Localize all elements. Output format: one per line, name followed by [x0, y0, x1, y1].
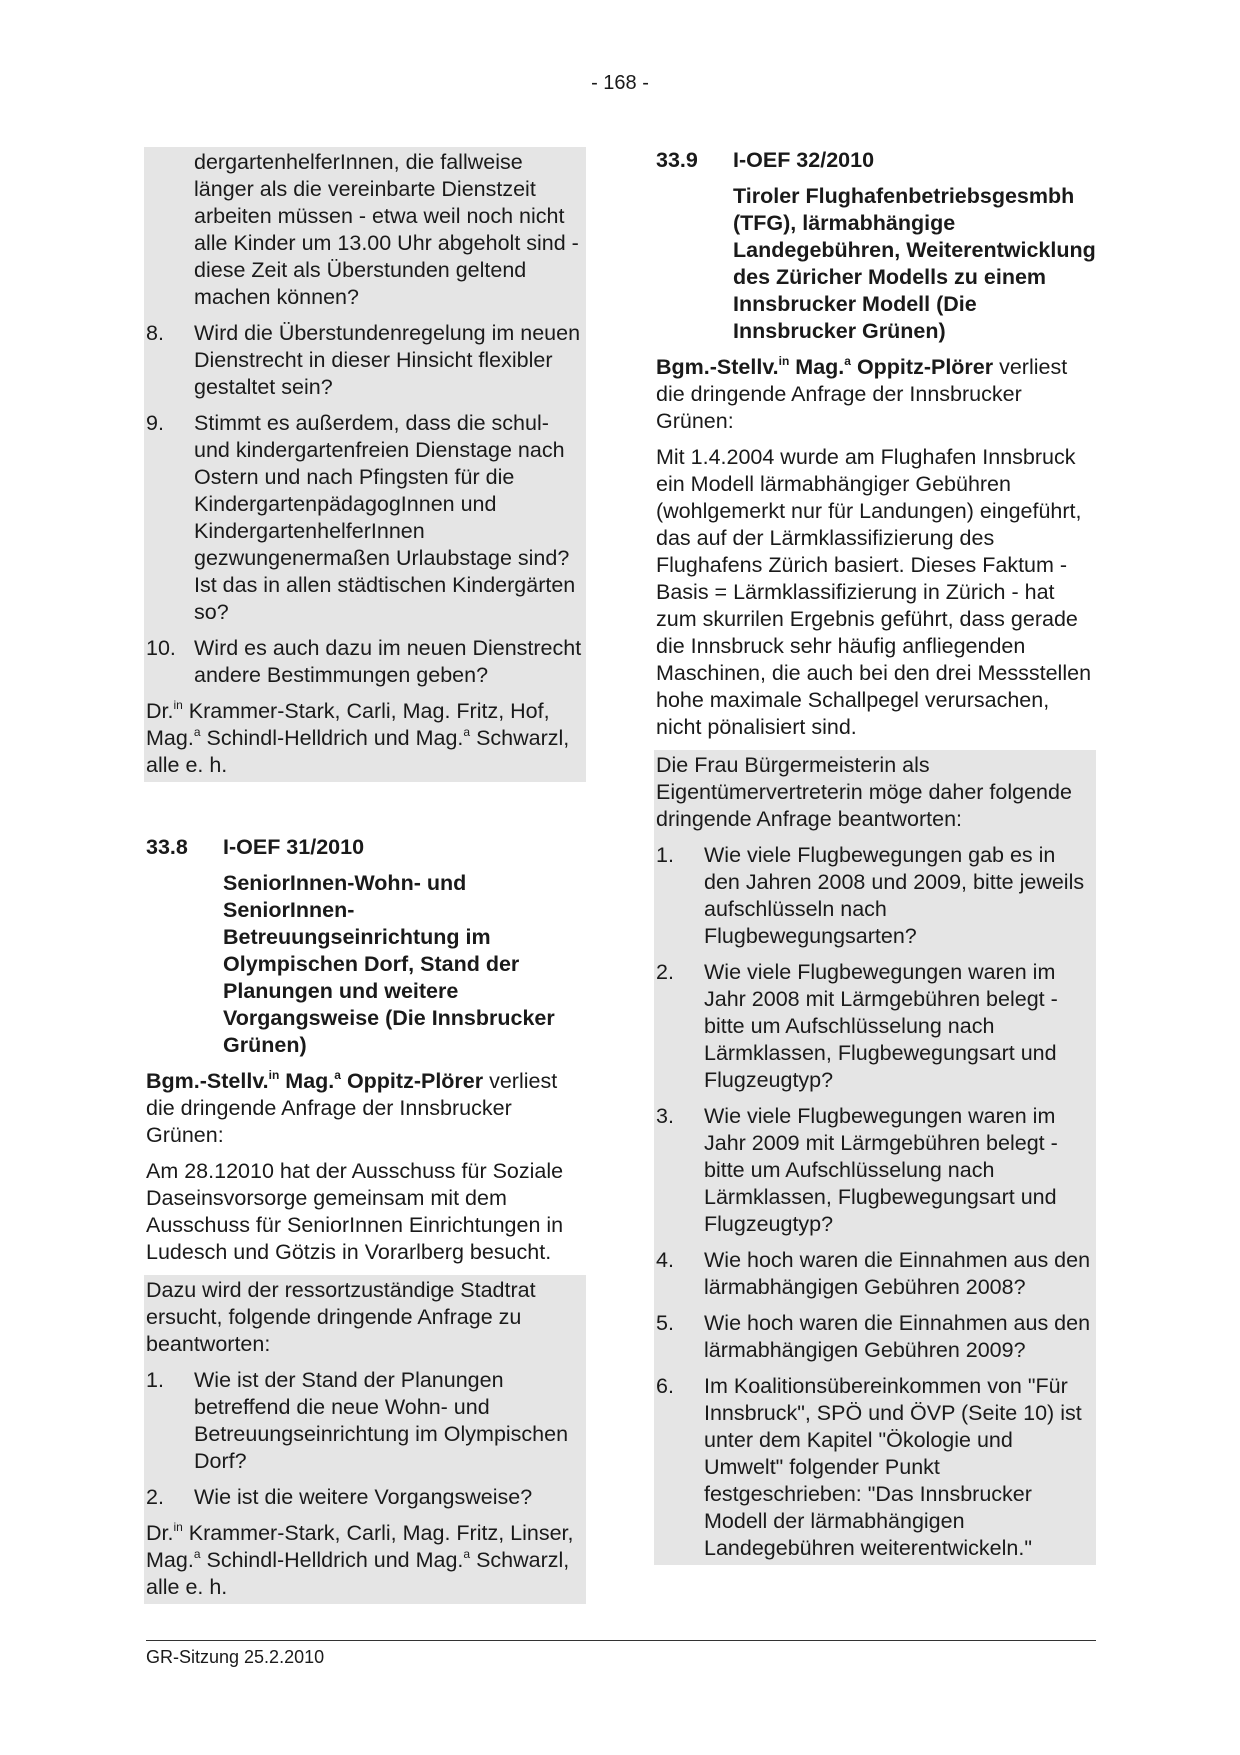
list-item-text: Stimmt es außerdem, dass die schul- und kindergartenfreien Dienstage nach Ostern und nach Pfingsten für die KindergartenpädagogInnen und KindergartenhelferInnen gezwungenermaßen Urlaubstage sind? Ist das in allen städtischen Kindergärten so?	[194, 411, 576, 624]
request-paragraph: Dazu wird der ressortzuständige Stadtrat ersucht, folgende dringende Anfrage zu beantworten:	[146, 1278, 536, 1356]
footer-divider	[146, 1640, 1096, 1641]
section-heading-33-8	[146, 834, 586, 861]
list-item	[656, 1247, 1094, 1301]
section-heading-33-9	[656, 147, 1096, 174]
list-item-text: Wie hoch waren die Einnahmen aus den lärmabhängigen Gebühren 2008?	[704, 1248, 1091, 1299]
shaded-block-request	[144, 1275, 586, 1604]
list-item-number: 10.	[146, 636, 176, 660]
list-item-number: 9.	[146, 411, 164, 435]
section-number: 33.9	[656, 148, 698, 172]
list-item-number: 8.	[146, 321, 164, 345]
list-item	[656, 959, 1094, 1094]
signers: Dr.$^{in}$ Krammer-Stark, Carli, Mag. Fritz, Hof, Mag.$^a$ Schindl-Helldrich und Mag.$^a$ Schwarzl, alle e. h.	[146, 698, 570, 777]
list-item	[146, 1367, 584, 1475]
section-code: I-OEF 32/2010	[733, 148, 875, 172]
continued-question-text: dergartenhelferInnen, die fallweise länger als die vereinbarte Dienstzeit arbeiten müssen - etwa weil noch nicht alle Kinder um 13.00 Uhr abgeholt sind - diese Zeit als Überstunden geltend machen können?	[194, 150, 579, 309]
list-item-text: Im Koalitionsübereinkommen von "Für Innsbruck", SPÖ und ÖVP (Seite 10) ist unter dem Kapitel "Ökologie und Umwelt" folgender Punkt festgeschrieben: "Das Innsbrucker Modell der lärmabhängigen Landegebühren weiterentwickeln."	[704, 1374, 1082, 1560]
left-column	[146, 147, 586, 1604]
list-item	[656, 1103, 1094, 1238]
right-column	[656, 147, 1096, 1565]
section-title: SeniorInnen-Wohn- und SeniorInnen-Betreuungseinrichtung im Olympischen Dorf, Stand der Planungen und weitere Vorgangsweise (Die Innsbrucker Grünen)	[223, 871, 555, 1057]
list-item-number: 5.	[656, 1311, 674, 1335]
list-item-number: 1.	[146, 1368, 164, 1392]
request-paragraph: Die Frau Bürgermeisterin als Eigentümervertreterin möge daher folgende dringende Anfrage beantworten:	[656, 753, 1072, 831]
list-item-text: Wie ist die weitere Vorgangsweise?	[194, 1485, 533, 1509]
speaker-line: Bgm.-Stellv.$^{in}$ Mag.$^a$ Oppitz-Plörer verliest die dringende Anfrage der Innsbrucker Grünen:	[146, 1068, 558, 1147]
list-item-text: Wird die Überstundenregelung im neuen Dienstrecht in dieser Hinsicht flexibler gestaltet sein?	[194, 321, 581, 399]
shaded-block-continued	[144, 147, 586, 782]
section-code: I-OEF 31/2010	[223, 835, 365, 859]
list-item	[656, 1310, 1094, 1364]
list-item-text: Wie hoch waren die Einnahmen aus den lärmabhängigen Gebühren 2009?	[704, 1311, 1091, 1362]
list-item	[146, 410, 584, 626]
list-item-number: 3.	[656, 1104, 674, 1128]
list-item	[656, 1373, 1094, 1562]
list-item-text: Wird es auch dazu im neuen Dienstrecht andere Bestimmungen geben?	[194, 636, 582, 687]
intro-paragraph: Mit 1.4.2004 wurde am Flughafen Innsbruck ein Modell lärmabhängiger Gebühren (wohlgemerkt nur für Landungen) eingeführt, das auf der Lärmklassifizierung des Flughafens Zürich basiert. Dieses Faktum - Basis = Lärmklassifizierung in Zürich - hat zum skurrilen Ergebnis geführt, dass gerade die Innsbruck sehr häufig anfliegenden Maschinen, die auch bei den drei Messstellen hohe maximale Schallpegel verursachen, nicht pönalisiert sind.	[656, 445, 1092, 739]
speaker-line: Bgm.-Stellv.$^{in}$ Mag.$^a$ Oppitz-Plörer verliest die dringende Anfrage der Innsbrucker Grünen:	[656, 354, 1068, 433]
list-item-text: Wie viele Flugbewegungen waren im Jahr 2009 mit Lärmgebühren belegt - bitte um Aufschlüsselung nach Lärmklassen, Flugbewegungsart und Flugzeugtyp?	[704, 1104, 1058, 1236]
list-item-text: Wie viele Flugbewegungen gab es in den Jahren 2008 und 2009, bitte jeweils aufschlüsseln nach Flugbewegungsarten?	[704, 843, 1085, 948]
section-title: Tiroler Flughafenbetriebsgesmbh (TFG), lärmabhängige Landegebühren, Weiterentwicklung des Züricher Modells zu einem Innsbrucker Modell (Die Innsbrucker Grünen)	[733, 184, 1096, 343]
list-item-text: Wie ist der Stand der Planungen betreffend die neue Wohn- und Betreuungseinrichtung im Olympischen Dorf?	[194, 1368, 569, 1473]
page-number: - 168 -	[591, 72, 649, 94]
list-item-number: 2.	[146, 1485, 164, 1509]
list-item	[656, 842, 1094, 950]
signers: Dr.$^{in}$ Krammer-Stark, Carli, Mag. Fritz, Linser, Mag.$^a$ Schindl-Helldrich und Mag.$^a$ Schwarzl, alle e. h.	[146, 1520, 574, 1599]
list-item-number: 1.	[656, 843, 674, 867]
list-item-number: 4.	[656, 1248, 674, 1272]
section-number: 33.8	[146, 835, 188, 859]
list-item	[146, 320, 584, 401]
list-item-number: 2.	[656, 960, 674, 984]
intro-paragraph: Am 28.12010 hat der Ausschuss für Soziale Daseinsvorsorge gemeinsam mit dem Ausschuss für SeniorInnen Einrichtungen in Ludesch und Götzis in Vorarlberg besucht.	[146, 1159, 564, 1264]
shaded-block-request	[654, 750, 1096, 1565]
list-item-text: Wie viele Flugbewegungen waren im Jahr 2008 mit Lärmgebühren belegt - bitte um Aufschlüsselung nach Lärmklassen, Flugbewegungsart und Flugzeugtyp?	[704, 960, 1058, 1092]
list-item	[146, 1484, 584, 1511]
list-item	[146, 635, 584, 689]
list-item-number: 6.	[656, 1374, 674, 1398]
footer-text: GR-Sitzung 25.2.2010	[146, 1647, 325, 1667]
